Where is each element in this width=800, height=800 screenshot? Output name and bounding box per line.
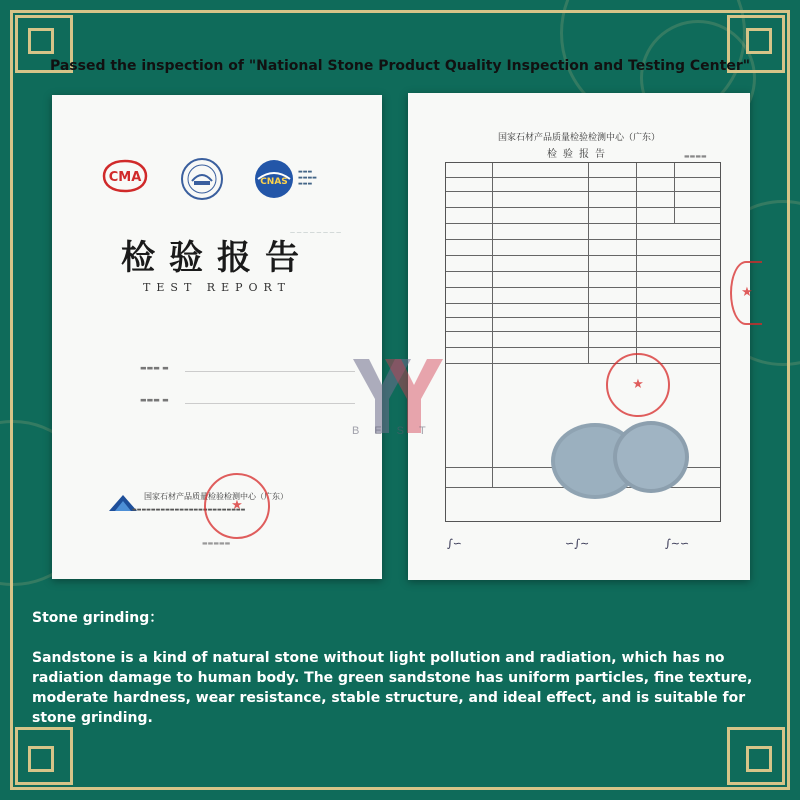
table-row [446,331,720,348]
table-column-divider [674,163,675,223]
table-row [446,239,720,256]
description-body: Sandstone is a kind of natural stone without light pollution and radiation, which has no radiation damage to human body. The green sandstone has uniform particles, fine texture, moderate hardness, wear resistance, stable structure, and ideal effect, and is suitable for stone grinding. [32,650,753,726]
table-row [446,303,720,318]
brand-watermark-text: BEST [352,425,441,437]
cnas-logo [252,157,296,201]
report-code: ▬▬▬▬ [684,153,707,160]
svg-text:CMA: CMA [108,170,142,185]
issue-date: ▬▬▬▬▬ [202,540,231,547]
test-report-image [408,93,750,580]
table-row [446,191,720,208]
description-heading: Stone grinding： [32,610,164,626]
cnas-caption: ▬▬▬ ▬▬▬▬ ▬▬▬ [298,169,317,187]
table-row [446,317,720,332]
product-description [32,608,772,748]
table-row [446,347,720,364]
table-column-divider [636,163,637,363]
reviewer-signature: ∽∫∼ [565,537,590,550]
red-test-stamp [606,353,670,417]
table-column-divider [588,163,589,363]
certificate-title-cn: 检验报告 [121,238,313,278]
stone-sample-photo [543,409,693,499]
red-official-stamp [204,473,270,539]
report-serial-number: — — — — — — — — [290,230,342,236]
red-edge-stamp [730,261,762,325]
table-row [446,223,720,240]
table-row [446,287,720,304]
svg-text:CNAS: CNAS [260,177,288,187]
inspection-seal-logo [180,157,224,201]
table-row [446,177,720,192]
testing-center-english-name: ▬▬▬▬▬▬▬▬▬▬▬▬▬▬▬▬▬▬▬▬▬▬▬▬ [132,507,246,513]
tester-signature: ∫∼∽ [665,537,690,550]
table-column-divider [492,163,493,487]
report-center-title: 国家石材产品质量检验检测中心（广东） [497,133,660,143]
table-row [446,163,720,178]
table-row [446,255,720,272]
table-row [446,271,720,288]
cma-logo [102,159,148,193]
report-subtitle: 检验报告 [547,149,611,160]
sample-name-field: ▬▬▬ ▬ [140,363,355,372]
signature-row [445,531,721,561]
certificate-cover-image [52,95,382,579]
certificate-title-en: TEST REPORT [143,281,291,294]
approver-signature: ∫∽ [447,537,462,550]
table-row [446,207,720,224]
client-name-field: ▬▬▬ ▬ [140,395,355,404]
testing-center-name: 国家石材产品质量检验检测中心（广东） [144,492,288,501]
inspection-headline: Passed the inspection of "National Stone Product Quality Inspection and Testing Center" [49,58,751,74]
